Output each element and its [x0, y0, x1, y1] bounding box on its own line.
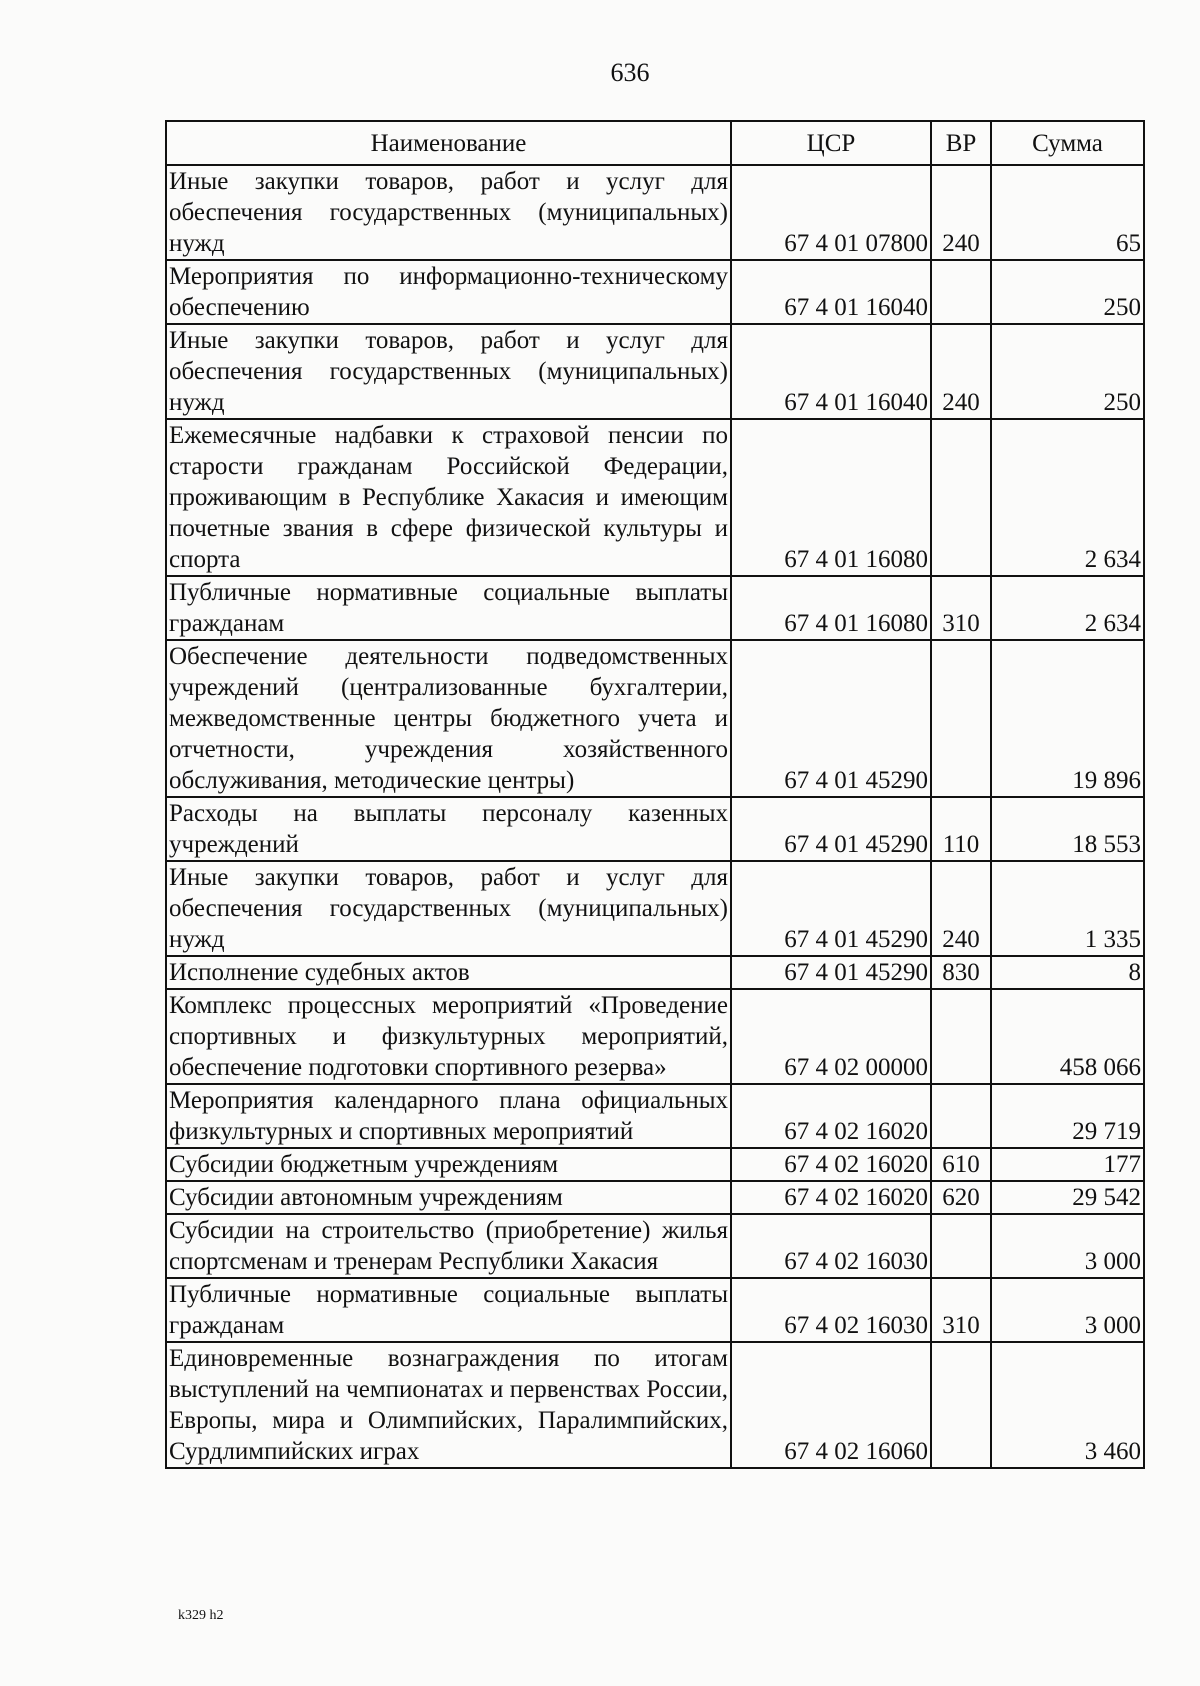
page-number: 636 — [610, 58, 650, 87]
row-vr — [931, 989, 991, 1084]
row-sum: 177 — [991, 1148, 1144, 1181]
footer-code: k329 h2 — [178, 1608, 224, 1623]
table-row — [166, 1214, 1144, 1278]
row-csr: 67 4 01 16040 — [731, 324, 931, 419]
table-header-row — [166, 121, 1144, 165]
table-row — [166, 861, 1144, 956]
table-row — [166, 1342, 1144, 1468]
row-vr: 310 — [931, 1278, 991, 1342]
row-name: Мероприятия календарного плана официальных физкультурных и спортивных мероприятий — [166, 1084, 731, 1148]
row-name: Ежемесячные надбавки к страховой пенсии по старости гражданам Российской Федерации, проживающим в Республике Хакасия и имеющим почетные звания в сфере физической культуры и спорта — [166, 419, 731, 576]
row-csr: 67 4 02 16030 — [731, 1214, 931, 1278]
row-sum: 65 — [991, 165, 1144, 260]
row-csr: 67 4 02 00000 — [731, 989, 931, 1084]
table-row — [166, 1278, 1144, 1342]
table-row — [166, 260, 1144, 324]
table-row — [166, 1148, 1144, 1181]
row-csr: 67 4 01 45290 — [731, 861, 931, 956]
row-csr: 67 4 01 45290 — [731, 797, 931, 861]
row-name: Исполнение судебных актов — [166, 956, 731, 989]
row-csr: 67 4 02 16020 — [731, 1181, 931, 1214]
row-csr: 67 4 02 16030 — [731, 1278, 931, 1342]
table-row — [166, 419, 1144, 576]
row-vr — [931, 1084, 991, 1148]
row-vr — [931, 260, 991, 324]
row-csr: 67 4 01 16080 — [731, 576, 931, 640]
row-vr — [931, 1342, 991, 1468]
row-vr: 240 — [931, 165, 991, 260]
table-row — [166, 165, 1144, 260]
row-vr — [931, 1214, 991, 1278]
row-vr: 310 — [931, 576, 991, 640]
table-row — [166, 1181, 1144, 1214]
row-sum: 2 634 — [991, 419, 1144, 576]
row-name: Субсидии бюджетным учреждениям — [166, 1148, 731, 1181]
header-csr: ЦСР — [731, 121, 931, 165]
row-sum: 3 000 — [991, 1214, 1144, 1278]
row-csr: 67 4 01 45290 — [731, 640, 931, 797]
row-vr: 830 — [931, 956, 991, 989]
row-sum: 250 — [991, 260, 1144, 324]
table-row — [166, 1084, 1144, 1148]
table-row — [166, 797, 1144, 861]
row-name: Публичные нормативные социальные выплаты гражданам — [166, 1278, 731, 1342]
row-sum: 8 — [991, 956, 1144, 989]
row-csr: 67 4 01 45290 — [731, 956, 931, 989]
table-row — [166, 956, 1144, 989]
row-sum: 29 719 — [991, 1084, 1144, 1148]
row-name: Мероприятия по информационно-техническому обеспечению — [166, 260, 731, 324]
row-vr: 240 — [931, 861, 991, 956]
row-sum: 2 634 — [991, 576, 1144, 640]
row-sum: 3 460 — [991, 1342, 1144, 1468]
header-sum: Сумма — [991, 121, 1144, 165]
row-name: Субсидии на строительство (приобретение) жилья спортсменам и тренерам Республики Хакасия — [166, 1214, 731, 1278]
row-vr: 240 — [931, 324, 991, 419]
table-row — [166, 640, 1144, 797]
row-name: Обеспечение деятельности подведомственных учреждений (централизованные бухгалтерии, межведомственные центры бюджетного учета и отчетности, учреждения хозяйственного обслуживания, методические центры) — [166, 640, 731, 797]
row-csr: 67 4 02 16060 — [731, 1342, 931, 1468]
row-csr: 67 4 02 16020 — [731, 1148, 931, 1181]
row-sum: 1 335 — [991, 861, 1144, 956]
row-name: Расходы на выплаты персоналу казенных учреждений — [166, 797, 731, 861]
row-name: Иные закупки товаров, работ и услуг для обеспечения государственных (муниципальных) нужд — [166, 324, 731, 419]
row-vr: 610 — [931, 1148, 991, 1181]
row-name: Публичные нормативные социальные выплаты гражданам — [166, 576, 731, 640]
row-sum: 250 — [991, 324, 1144, 419]
table-row — [166, 989, 1144, 1084]
row-vr — [931, 640, 991, 797]
budget-table — [165, 120, 1145, 1469]
row-name: Иные закупки товаров, работ и услуг для обеспечения государственных (муниципальных) нужд — [166, 165, 731, 260]
row-sum: 18 553 — [991, 797, 1144, 861]
row-csr: 67 4 01 07800 — [731, 165, 931, 260]
row-vr — [931, 419, 991, 576]
row-csr: 67 4 01 16040 — [731, 260, 931, 324]
row-csr: 67 4 01 16080 — [731, 419, 931, 576]
table-row — [166, 576, 1144, 640]
row-vr: 620 — [931, 1181, 991, 1214]
header-name: Наименование — [166, 121, 731, 165]
table-row — [166, 324, 1144, 419]
row-sum: 19 896 — [991, 640, 1144, 797]
header-vr: ВР — [931, 121, 991, 165]
row-csr: 67 4 02 16020 — [731, 1084, 931, 1148]
row-name: Единовременные вознаграждения по итогам выступлений на чемпионатах и первенствах России, Европы, мира и Олимпийских, Паралимпийских, Сурдлимпийских играх — [166, 1342, 731, 1468]
row-sum: 458 066 — [991, 989, 1144, 1084]
row-sum: 29 542 — [991, 1181, 1144, 1214]
row-name: Субсидии автономным учреждениям — [166, 1181, 731, 1214]
row-vr: 110 — [931, 797, 991, 861]
row-name: Комплекс процессных мероприятий «Проведение спортивных и физкультурных мероприятий, обеспечение подготовки спортивного резерва» — [166, 989, 731, 1084]
row-name: Иные закупки товаров, работ и услуг для обеспечения государственных (муниципальных) нужд — [166, 861, 731, 956]
row-sum: 3 000 — [991, 1278, 1144, 1342]
